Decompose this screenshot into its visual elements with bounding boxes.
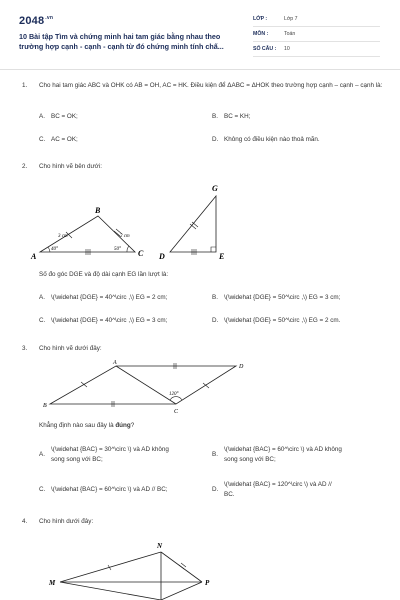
label-b: B [43, 403, 47, 409]
q3-figure-parallelogram [40, 358, 260, 418]
meta-class-row [253, 12, 380, 27]
angle-arc-a [48, 247, 50, 252]
quadrilateral-abcd [50, 366, 236, 404]
q2-option-c-letter: C. [39, 317, 46, 324]
q1-option-a[interactable] [39, 112, 209, 122]
meta-count-key: SỐ CÂU : [253, 46, 277, 52]
tick-np-2 [181, 563, 186, 567]
q3-prompt-bold: đúng [115, 422, 131, 429]
question-4 [0, 517, 400, 527]
q1-option-c-text: AC = OK; [51, 136, 78, 143]
site-logo[interactable] [19, 15, 53, 27]
q3-option-a-line1: \(\widehat {BAC} = 30^\circ \) và AD không [51, 446, 169, 453]
q3-option-c[interactable] [39, 480, 211, 502]
question-1-text: Cho hai tam giác ABC và OHK có AB = OH, AC = HK. Điều kiện để ΔABC = ΔHOK theo trường hợp cạnh – cạnh – cạnh là: [39, 82, 383, 89]
label-angle-c: 50° [114, 247, 121, 252]
question-2 [0, 162, 400, 172]
q1-option-b[interactable] [212, 112, 382, 122]
q2-option-a-text: \(\widehat {DGE} = 40^\circ ,\) EG = 2 cm; [51, 294, 168, 301]
q1-option-c[interactable] [39, 135, 209, 145]
meta-count-value: 10 [284, 46, 290, 52]
label-g: G [212, 184, 218, 193]
label-bc-length: 2 cm [120, 234, 130, 239]
q3-option-d-line2: BC. [224, 491, 235, 498]
diagonal-ac [116, 366, 176, 404]
q3-option-d-letter: D. [212, 486, 219, 493]
meta-subject-key: MÔN : [253, 31, 269, 37]
question-3 [0, 344, 400, 354]
q3-option-a-letter: A. [39, 451, 45, 458]
q1-option-d-text: Không có điều kiện nào thoả mãn. [224, 136, 320, 143]
label-b: B [95, 206, 101, 215]
label-d: D [239, 364, 244, 370]
meta-subject-value: Toán [284, 31, 296, 37]
q1-option-a-letter: A. [39, 113, 45, 120]
label-n: N [157, 542, 163, 550]
label-d: D [159, 252, 165, 261]
page-header [0, 0, 400, 66]
q2-option-d[interactable] [212, 316, 387, 326]
q1-option-a-text: BC = OK; [51, 113, 78, 120]
question-4-number: 4. [22, 518, 28, 525]
label-ab-length: 3 cm [58, 234, 68, 239]
q3-option-b-line2: song song với BC; [224, 456, 276, 463]
logo-suffix: .vn [45, 15, 54, 22]
angle-arc-c [170, 397, 182, 400]
label-e: E [219, 252, 225, 261]
header-divider [0, 69, 400, 70]
q1-option-b-text: BC = KH; [224, 113, 251, 120]
q2-option-a[interactable] [39, 293, 211, 303]
q2-prompt: Số đo góc DGE và độ dài cạnh EG lần lượt là: [39, 271, 169, 278]
document-title: 10 Bài tập Tìm và chứng minh hai tam giác bằng nhau theo trường hợp cạnh - cạnh - cạnh từ đó chứng minh tính chấ... [19, 32, 224, 51]
q3-option-c-letter: C. [39, 486, 46, 493]
meta-class-key: LỚP : [253, 16, 268, 22]
q1-option-b-letter: B. [212, 113, 218, 120]
question-3-number: 3. [22, 345, 28, 352]
question-3-text: Cho hình vẽ dưới đây: [39, 345, 102, 352]
q3-prompt [39, 421, 379, 431]
q2-option-b-text: \(\widehat {DGE} = 50^\circ ,\) EG = 3 cm; [224, 294, 341, 301]
logo-main: 2048 [19, 15, 45, 27]
q2-option-d-text: \(\widehat {DGE} = 50^\circ ,\) EG = 2 cm. [224, 317, 341, 324]
label-a: A [113, 360, 117, 366]
question-4-text: Cho hình dưới đây: [39, 518, 94, 525]
q3-option-b[interactable] [212, 445, 387, 467]
question-1 [0, 81, 400, 103]
label-m: M [49, 579, 56, 587]
segment-p-down [161, 582, 202, 600]
q3-option-b-letter: B. [212, 451, 218, 458]
question-1-number: 1. [22, 82, 28, 89]
q3-option-a[interactable] [39, 445, 211, 467]
segment-m-down [60, 582, 161, 600]
triangle-dge [170, 196, 216, 252]
q1-option-d[interactable] [212, 135, 387, 145]
q1-option-c-letter: C. [39, 136, 46, 143]
angle-arc-c [127, 246, 129, 252]
tick-ab [81, 382, 87, 387]
label-c: C [138, 249, 144, 258]
label-angle-120: 120° [169, 392, 179, 397]
q2-option-d-letter: D. [212, 317, 219, 324]
q2-option-b[interactable] [212, 293, 387, 303]
q2-option-a-letter: A. [39, 294, 45, 301]
right-angle-e [211, 247, 216, 252]
q3-option-a-line2: song song với BC; [51, 456, 103, 463]
q2-figure-triangles [28, 180, 248, 265]
label-c: C [174, 409, 179, 415]
tick-np-1 [179, 565, 184, 569]
q3-prompt-after: ? [130, 422, 135, 429]
meta-count-row [253, 42, 380, 57]
q3-prompt-before: Khẳng định nào sau đây là [39, 422, 116, 429]
label-p: P [205, 579, 210, 587]
q4-figure [40, 538, 220, 600]
q2-option-b-letter: B. [212, 294, 218, 301]
meta-class-value: Lớp 7 [284, 16, 298, 22]
q2-option-c-text: \(\widehat {DGE} = 40^\circ ,\) EG = 3 cm; [51, 317, 168, 324]
question-2-text: Cho hình vẽ bên dưới: [39, 163, 102, 170]
q3-option-d[interactable] [212, 480, 387, 502]
q3-option-d-line1: \(\widehat {BAC} = 120^\circ \) và AD // [224, 481, 332, 488]
question-2-number: 2. [22, 163, 28, 170]
q3-option-c-line1: \(\widehat {BAC} = 60^\circ \) và AD // BC; [51, 486, 168, 493]
q3-option-b-line1: \(\widehat {BAC} = 60^\circ \) và AD không [224, 446, 342, 453]
q1-option-d-letter: D. [212, 136, 219, 143]
meta-subject-row [253, 27, 380, 42]
label-angle-a: 40° [51, 247, 58, 252]
segment-mn [60, 552, 161, 582]
q2-option-c[interactable] [39, 316, 211, 326]
label-a: A [31, 252, 37, 261]
